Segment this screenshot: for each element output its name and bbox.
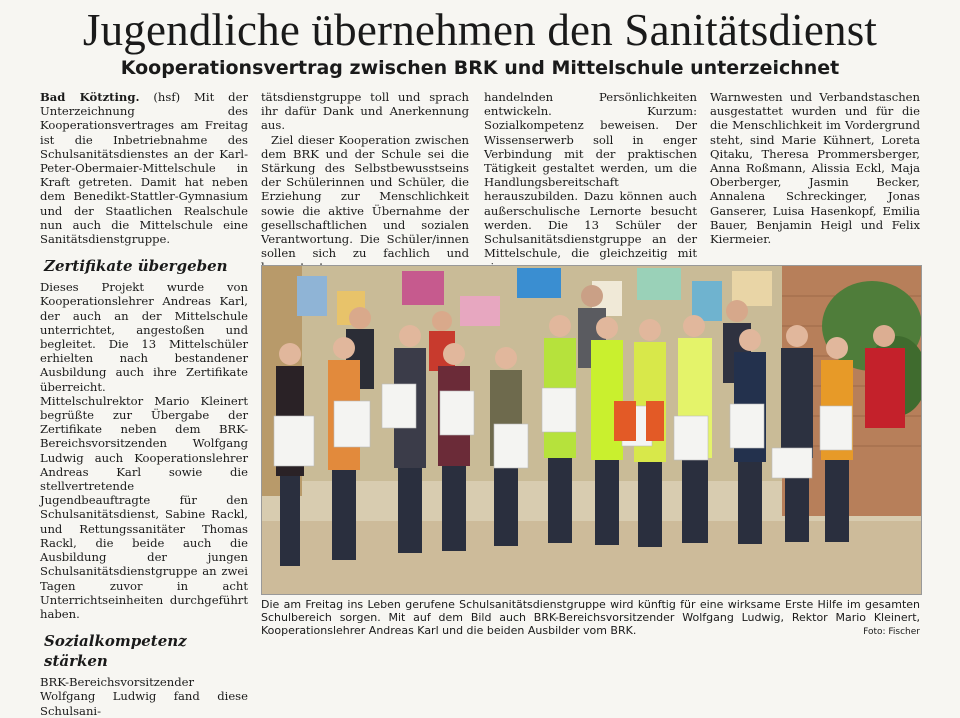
paragraph: Mittelschulrektor Mario Kleinert begrüßte zur Übergabe der Zertifikate neben dem BRK-Bereichsvorsitzenden Wolfgang Ludwig auch Kooperationslehrer Andreas Karl sowie die stellvertretende Jugendbeauftragte für den Schulsanitätsdienst, Sabine Rackl, und Rettungssanitäter Thomas Rackl, die beide auch die Ausbildung der jungen Schulsanitätsdienstgruppe an zwei Tagen zuvor in acht Unterrichtseinheiten durchgeführt haben. xyxy=(40,393,248,621)
paragraph: BRK-Bereichsvorsitzender Wolfgang Ludwig fand diese Schulsani- xyxy=(40,675,248,718)
photo-caption: Die am Freitag ins Leben gerufene Schulsanitätsdienstgruppe wird künftig für eine wirksame Erste Hilfe im gesamten Schulbereich sorgen. Mit auf dem Bild auch BRK-Bereichsvorsitzender Wolfgang Ludwig, Rektor Mario Kleinert, Kooperationslehrer Andreas Karl und die beiden Ausbilder vom BRK. xyxy=(261,598,920,637)
dateline: Bad Kötzting. xyxy=(40,90,140,104)
section-title-sozialkompetenz: Sozialkompetenz stärken xyxy=(44,632,187,671)
paragraph: tätsdienstgruppe toll und sprach ihr dafür Dank und Anerkennung aus. xyxy=(261,90,469,133)
intro-text: (hsf) Mit der Unterzeichnung des Kooperationsvertrages am Freitag ist die Inbetriebnahme des Schulsanitätsdienstes an der Karl-Peter-Obermaier-Mittelschule in Kraft getreten. Damit hat neben dem Benedikt-Stattler-Gymnasium und der Staatlichen Realschule nun auch die Mittelschule eine Sanitätsdienstgruppe. xyxy=(40,90,249,247)
photo-credit: Foto: Fischer xyxy=(863,627,920,637)
headline: Jugendliche übernehmen den Sanitätsdienst xyxy=(82,5,878,55)
group-photo xyxy=(261,265,922,595)
paragraph: Ziel dieser Kooperation zwischen dem BRK und der Schule sei die Stärkung des Selbstbewusstseins der Schülerinnen und Schüler, die Erziehung zur Menschlichkeit sowie die aktive Übernahme der gesellschaftlichen und sozialen Verantwortung. Die Schüler/innen sollen sich zu fachlich und xyxy=(261,132,469,261)
paragraph: Warnwesten und Verbandstaschen ausgestattet wurden und für die die Menschlichkeit im Vordergrund steht, sind Marie Kühnert, Loreta Qitaku, Theresa Prommersberger, Anna Roßmann, Alissia Eckl, Maja Oberberger, Jasmin Becker, Annalena Schreckinger, Jonas Ganserer, Luisa Hasenkopf, Emilia Bauer, Benjamin Heigl und Felix Kiermeier. xyxy=(710,90,920,247)
paragraph: handelnden Persönlichkeiten entwickeln. Kurzum: Sozialkompetenz beweisen. Der Wissenserwerb soll in enger Verbindung mit der praktischen Tätigkeit gestaltet werden, um die Handlungsbereitschaft herauszubilden. Dazu können auch außerschulische Lernorte besucht werden. Die 13 Schüler der Schulsanitätsdienstgruppe an der Mittelschule, die gleichzeitig mit xyxy=(484,90,697,261)
paragraph: Dieses Projekt wurde von Kooperationslehrer Andreas Karl, der auch an der Mittelschule unterrichtet, angestoßen und begleitet. Die 13 Mittelschüler erhielten nach bestandener Ausbildung auch ihre Zertifikate überreicht. xyxy=(40,280,248,394)
article-column-3 xyxy=(484,90,697,275)
section-title-zertifikate: Zertifikate übergeben xyxy=(44,257,228,276)
intro-paragraph xyxy=(40,90,248,246)
group-photo-illustration xyxy=(262,266,921,594)
article-column-4 xyxy=(710,90,920,246)
article-column-1 xyxy=(40,90,248,718)
article-column-2 xyxy=(261,90,469,275)
subheadline: Kooperationsvertrag zwischen BRK und Mittelschule unterzeichnet xyxy=(120,57,840,79)
